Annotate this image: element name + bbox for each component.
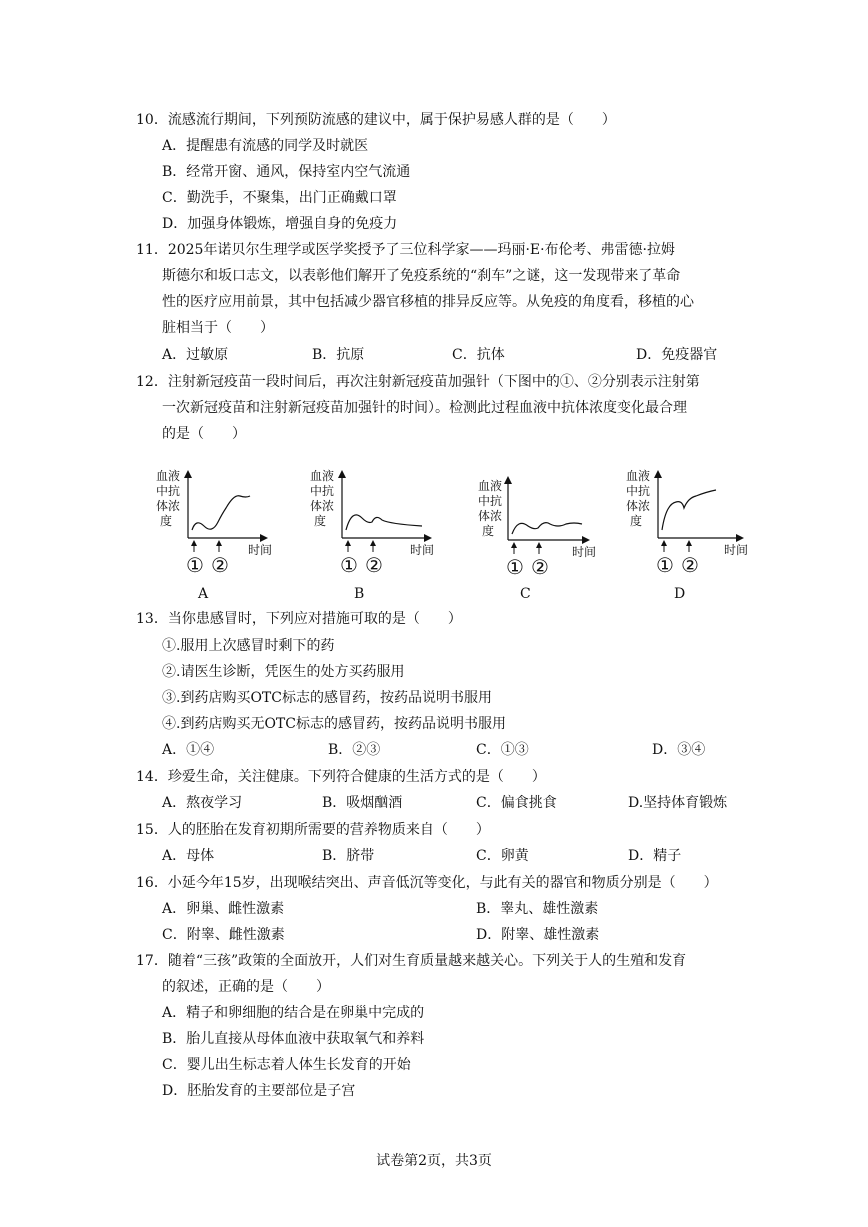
q11-option-a: A．过敏原 bbox=[162, 347, 229, 363]
graph-d-xlabel: 时间 bbox=[724, 543, 749, 557]
graph-letter-d: D bbox=[674, 586, 686, 602]
graph-letter-c: C bbox=[520, 586, 531, 602]
q11-stem-line-2: 斯德尔和坂口志文，以表彰他们解开了免疫系统的“刹车”之谜，这一发现带来了革命 bbox=[162, 268, 681, 284]
graph-d-svg bbox=[626, 468, 766, 583]
graph-d bbox=[626, 468, 766, 583]
graph-c-svg bbox=[478, 478, 618, 593]
q15-option-d: D．精子 bbox=[628, 848, 682, 864]
graph-c-ylabel-3: 体浓 bbox=[478, 509, 503, 523]
q11-option-d: D．免疫器官 bbox=[636, 347, 718, 363]
q10-stem: 10．流感流行期间，下列预防流感的建议中，属于保护易感人群的是（ ） bbox=[136, 112, 616, 128]
q13-option-d: D．③④ bbox=[652, 742, 706, 758]
graph-a-x-arrow bbox=[260, 534, 268, 542]
q13-item-2: ②.请医生诊断，凭医生的处方买药服用 bbox=[162, 664, 405, 680]
q11-stem-line-1: 11．2025年诺贝尔生理学或医学奖授予了三位科学家——玛丽·E·布伦考、弗雷德·拉姆 bbox=[136, 242, 676, 258]
graph-d-marker-1: ① bbox=[656, 553, 674, 577]
q17-option-b: B．胎儿直接从母体血液中获取氧气和养料 bbox=[162, 1031, 425, 1047]
graph-a-ylabel-4: 度 bbox=[160, 514, 173, 528]
q10-option-d: D．加强身体锻炼，增强自身的免疫力 bbox=[162, 216, 398, 232]
q10-option-a: A．提醒患有流感的同学及时就医 bbox=[162, 138, 369, 154]
graph-c-marker-1: ① bbox=[506, 555, 524, 579]
q11-options bbox=[162, 345, 762, 365]
graph-a-marker-1: ① bbox=[186, 553, 204, 577]
q13-item-3: ③.到药店购买OTC标志的感冒药，按药品说明书服用 bbox=[162, 690, 492, 706]
q15-option-a: A．母体 bbox=[162, 848, 215, 864]
q17-stem-line-2: 的叙述，正确的是（ ） bbox=[162, 979, 330, 995]
q12-stem-line-2: 一次新冠疫苗和注射新冠疫苗加强针的时间）。检测此过程血液中抗体浓度变化最合理 bbox=[162, 400, 687, 416]
q12-stem-line-1: 12．注射新冠疫苗一段时间后，再次注射新冠疫苗加强针（下图中的①、②分别表示注射第 bbox=[136, 374, 700, 390]
graph-b-xlabel: 时间 bbox=[410, 543, 435, 557]
q14-stem: 14．珍爱生命，关注健康。下列符合健康的生活方式的是（ ） bbox=[136, 769, 546, 785]
q11-option-c: C．抗体 bbox=[452, 347, 505, 363]
graph-b-ylabel-4: 度 bbox=[314, 514, 327, 528]
q17-option-a: A．精子和卵细胞的结合是在卵巢中完成的 bbox=[162, 1005, 425, 1021]
graph-d-ylabel-3: 体浓 bbox=[626, 499, 651, 513]
graph-d-ylabel-1: 血液 bbox=[626, 469, 651, 483]
q17-option-c: C．婴儿出生标志着人体生长发育的开始 bbox=[162, 1057, 411, 1073]
q16-option-d: D．附睾、雄性激素 bbox=[476, 927, 600, 943]
q10-option-b: B．经常开窗、通风，保持室内空气流通 bbox=[162, 164, 411, 180]
q14-option-b: B．吸烟酗酒 bbox=[322, 795, 403, 811]
q14-option-a: A．熬夜学习 bbox=[162, 795, 243, 811]
graph-a-ylabel-3: 体浓 bbox=[156, 499, 181, 513]
graph-a-xlabel: 时间 bbox=[248, 543, 273, 557]
q10-option-c: C．勤洗手，不聚集，出门正确戴口罩 bbox=[162, 190, 397, 206]
q16-options-row-1 bbox=[162, 899, 762, 919]
graph-c-curve bbox=[512, 523, 582, 534]
graph-c-xlabel: 时间 bbox=[572, 545, 597, 559]
graph-a bbox=[156, 468, 296, 583]
graph-d-curve bbox=[662, 490, 716, 530]
q17-option-d: D．胚胎发育的主要部位是子宫 bbox=[162, 1083, 356, 1099]
q13-option-b: B．②③ bbox=[328, 742, 381, 758]
graph-c-ylabel-2: 中抗 bbox=[478, 494, 503, 508]
graph-b-ylabel-1: 血液 bbox=[310, 469, 335, 483]
q17-stem-line-1: 17．随着“三孩”政策的全面放开，人们对生育质量越来越关心。下列关于人的生殖和发育 bbox=[136, 953, 687, 969]
q11-stem-line-4: 脏相当于（ ） bbox=[162, 320, 274, 336]
q13-options bbox=[162, 740, 762, 760]
q15-stem: 15．人的胚胎在发育初期所需要的营养物质来自（ ） bbox=[136, 822, 490, 838]
graph-c-ylabel-1: 血液 bbox=[478, 479, 503, 493]
graph-a-curve bbox=[192, 496, 250, 530]
q16-option-a: A．卵巢、雌性激素 bbox=[162, 901, 285, 917]
q13-option-a: A．①④ bbox=[162, 742, 215, 758]
q13-option-c: C．①③ bbox=[476, 742, 529, 758]
graph-b-curve bbox=[346, 515, 422, 530]
q13-item-1: ①.服用上次感冒时剩下的药 bbox=[162, 638, 335, 654]
q14-option-c: C．偏食挑食 bbox=[476, 795, 557, 811]
graph-b bbox=[310, 468, 450, 583]
graph-b-marker-1: ① bbox=[340, 553, 358, 577]
graph-a-marker-2: ② bbox=[211, 553, 229, 577]
graph-b-ylabel-2: 中抗 bbox=[310, 484, 335, 498]
graph-letter-b: B bbox=[354, 586, 365, 602]
q16-option-b: B．睾丸、雄性激素 bbox=[476, 901, 599, 917]
q16-option-c: C．附睾、雌性激素 bbox=[162, 927, 285, 943]
q16-stem: 16．小延今年15岁，出现喉结突出、声音低沉等变化，与此有关的器官和物质分别是（ ） bbox=[136, 875, 718, 891]
graph-c-marker-2: ② bbox=[531, 555, 549, 579]
graph-d-ylabel-2: 中抗 bbox=[626, 484, 651, 498]
graph-b-svg bbox=[310, 468, 450, 583]
q14-option-d: D.坚持体育锻炼 bbox=[628, 795, 728, 811]
graph-b-marker-2: ② bbox=[365, 553, 383, 577]
graph-d-ylabel-4: 度 bbox=[630, 514, 643, 528]
graph-b-ylabel-3: 体浓 bbox=[310, 499, 335, 513]
q15-options bbox=[162, 846, 762, 866]
graph-letter-a: A bbox=[198, 586, 209, 602]
graph-a-ylabel-2: 中抗 bbox=[156, 484, 181, 498]
graph-c bbox=[478, 478, 618, 593]
graph-d-marker-2: ② bbox=[681, 553, 699, 577]
q15-option-c: C．卵黄 bbox=[476, 848, 529, 864]
q13-item-4: ④.到药店购买无OTC标志的感冒药，按药品说明书服用 bbox=[162, 716, 506, 732]
q11-stem-line-3: 性的医疗应用前景，其中包括减少器官移植的排异反应等。从免疫的角度看，移植的心 bbox=[162, 294, 694, 310]
graph-a-y-arrow bbox=[184, 470, 192, 478]
q15-option-b: B．脐带 bbox=[322, 848, 375, 864]
graph-a-ylabel-1: 血液 bbox=[156, 469, 181, 483]
q11-option-b: B．抗原 bbox=[312, 347, 365, 363]
q16-options-row-2 bbox=[162, 925, 762, 945]
page-footer: 试卷第2页，共3页 bbox=[376, 1153, 492, 1169]
q13-stem: 13．当你患感冒时，下列应对措施可取的是（ ） bbox=[136, 611, 462, 627]
graph-a-svg bbox=[156, 468, 296, 583]
graph-c-ylabel-4: 度 bbox=[482, 524, 495, 538]
q14-options bbox=[162, 793, 762, 813]
q12-stem-line-3: 的是（ ） bbox=[162, 426, 246, 442]
